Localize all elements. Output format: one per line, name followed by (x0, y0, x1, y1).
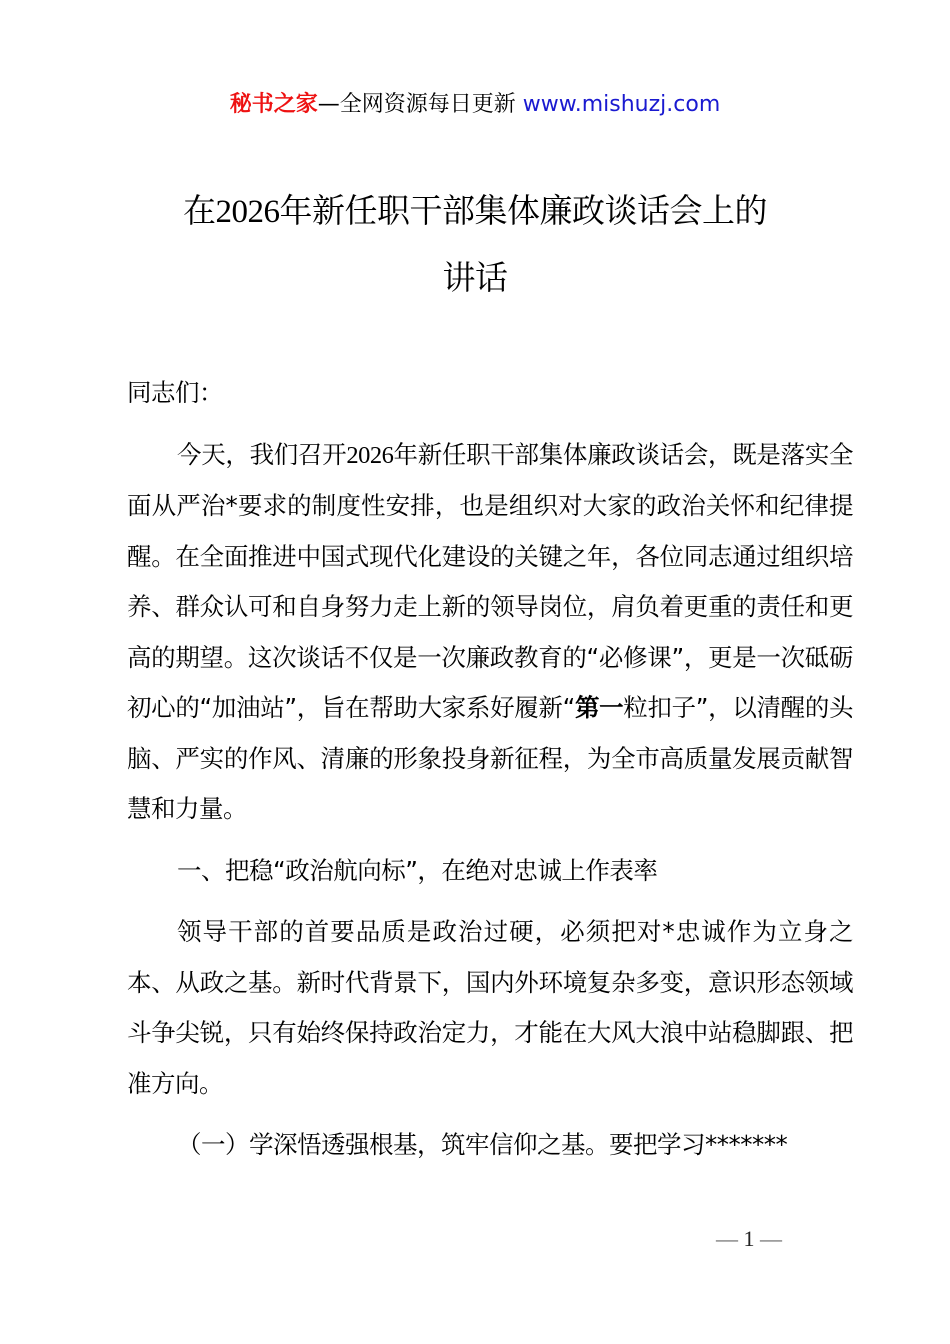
title-line-1: 在2026年新任职干部集体廉政谈话会上的 (183, 191, 767, 230)
brand-name: 秘书之家 (229, 92, 318, 117)
greeting: 同志们： (127, 378, 223, 407)
footer-dash-left: — (716, 1226, 744, 1251)
page-number-footer (716, 1222, 782, 1256)
body-paragraph: 领导干部的首要品质是政治过硬，必须把对*忠诚作为立身之本、从政之基。新时代背景下，国内外环境复杂多变，意识形态领域斗争尖锐，只有始终保持政治定力，才能在大风大浪中站稳脚跟、把准方向。 (127, 917, 853, 1098)
paragraph-year: 2026 (346, 441, 394, 469)
site-banner (0, 88, 950, 122)
document-title (0, 178, 950, 311)
section-heading: 一、把稳“政治航向标”，在绝对忠诚上作表率 (177, 855, 658, 885)
title-year: 2026 (215, 194, 280, 230)
title-line-2: 讲话 (442, 258, 508, 297)
footer-dash-right: — (754, 1226, 782, 1251)
subsection-heading: （一）学深悟透强根基，筑牢信仰之基。要把学习******* (177, 1130, 788, 1159)
intro-paragraph: 今天，我们召开2026年新任职干部集体廉政谈话会，既是落实全面从严治*要求的制度性安排，也是组织对大家的政治关怀和纪律提醒。在全面推进中国式现代化建设的关键之年，各位同志通过组织培养、群众认可和自身努力走上新的领导岗位，肩负着更重的责任和更高的期望。这次谈话不仅是一次廉政教育的“必修课”，更是一次砥砺初心的“加油站”，旨在帮助大家系好履新“第一粒扣子”，以清醒的头脑、严实的作风、清廉的形象投身新征程，为全市高质量发展贡献智慧和力量。 (127, 439, 854, 823)
page-number: 1 (743, 1226, 755, 1251)
site-url-link[interactable]: www.mishuzj.com (522, 92, 721, 117)
document-body (127, 368, 853, 1171)
banner-slogan: —全网资源每日更新 (317, 92, 523, 117)
bold-emphasis: 第一 (574, 693, 624, 722)
